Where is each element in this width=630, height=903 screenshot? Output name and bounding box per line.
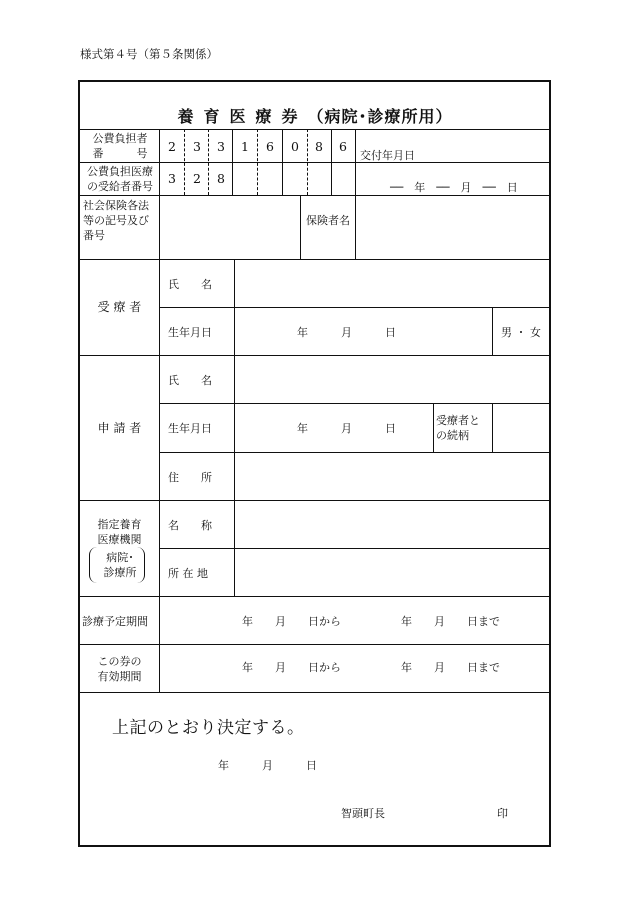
decision-statement: 上記のとおり決定する。	[112, 718, 305, 738]
institution-type-label: 病院･ 診療所	[103, 551, 137, 579]
insurer-name-label: 保険者名	[306, 214, 350, 227]
treatment-period-from: 年 月 日から	[242, 615, 341, 628]
applicant-name-label: 氏 名	[168, 374, 212, 387]
rule-relation-right	[492, 403, 493, 452]
rule-below-payer	[80, 162, 549, 163]
validity-period-label: この券の 有効期間	[97, 655, 142, 683]
institution-label: 指定養育 医療機関	[97, 518, 142, 546]
rule-below-institution	[80, 596, 549, 597]
payer-digit: 0	[291, 139, 299, 154]
form-title-main: 養育医療券	[177, 107, 308, 126]
rule-below-title	[80, 129, 549, 130]
applicant-address-label: 住 所	[168, 471, 212, 484]
rule-subject-column	[234, 259, 235, 596]
rule-below-validity	[80, 692, 549, 693]
rule-applicant-name	[159, 403, 549, 404]
issue-date-label: 交付年月日	[360, 149, 415, 162]
rule-below-recipient	[80, 195, 549, 196]
rule-patient-name	[159, 307, 549, 308]
patient-birth-value: 年 月 日	[297, 326, 396, 339]
applicant-birth-label: 生年月日	[168, 422, 212, 435]
institution-location-label: 所 在 地	[168, 567, 208, 580]
payer-digit: 2	[168, 139, 176, 154]
seal-mark: 印	[497, 807, 508, 820]
rule-applicant-birth	[159, 452, 549, 453]
payer-digit: 8	[315, 139, 323, 154]
patient-birth-label: 生年月日	[168, 326, 212, 339]
payer-digit: 3	[193, 139, 201, 154]
treatment-period-to: 年 月 日まで	[401, 615, 500, 628]
issue-date-line: ── 年 ── 月 ── 日	[390, 181, 518, 194]
applicant-relation-label: 受療者と の続柄	[436, 414, 480, 442]
payer-digit: 6	[266, 139, 274, 154]
rule-insurer-right	[355, 195, 356, 259]
form-title-sub: （病院･診療所用）	[307, 107, 453, 126]
decision-date: 年 月 日	[218, 759, 317, 772]
patient-section-label: 受 療 者	[97, 300, 142, 314]
payer-digit: 6	[339, 139, 347, 154]
recipient-digit: 3	[168, 171, 176, 186]
rule-relation-left	[433, 403, 434, 452]
payer-digit: 1	[241, 139, 249, 154]
rule-below-insurance	[80, 259, 549, 260]
recipient-digit: 2	[193, 171, 201, 186]
recipient-digit: 8	[217, 171, 225, 186]
applicant-section-label: 申 請 者	[97, 421, 142, 435]
rule-label-column	[159, 129, 160, 692]
rule-below-treatment	[80, 644, 549, 645]
form-number-caption: 様式第４号（第５条関係）	[80, 47, 218, 61]
patient-name-label: 氏 名	[168, 278, 212, 291]
validity-period-to: 年 月 日まで	[401, 661, 500, 674]
rule-institution-name	[159, 548, 549, 549]
rule-below-patient	[80, 355, 549, 356]
payer-digit: 3	[217, 139, 225, 154]
insurance-label: 社会保険各法 等の記号及び 番号	[83, 199, 149, 242]
rule-below-applicant	[80, 500, 549, 501]
payer-number-label: 公費負担者 番 号	[92, 132, 148, 160]
issuer-title: 智頭町長	[341, 807, 385, 820]
applicant-birth-value: 年 月 日	[297, 422, 396, 435]
institution-name-label: 名 称	[168, 519, 212, 532]
form-title	[80, 104, 550, 127]
institution-type-bracket	[89, 547, 145, 583]
recipient-number-label: 公費負担医療 の受給者番号	[87, 165, 153, 193]
rule-digit-end	[355, 129, 356, 195]
patient-sex-options: 男 ・ 女	[501, 326, 541, 339]
treatment-period-label: 診療予定期間	[82, 615, 148, 628]
validity-period-from: 年 月 日から	[242, 661, 341, 674]
